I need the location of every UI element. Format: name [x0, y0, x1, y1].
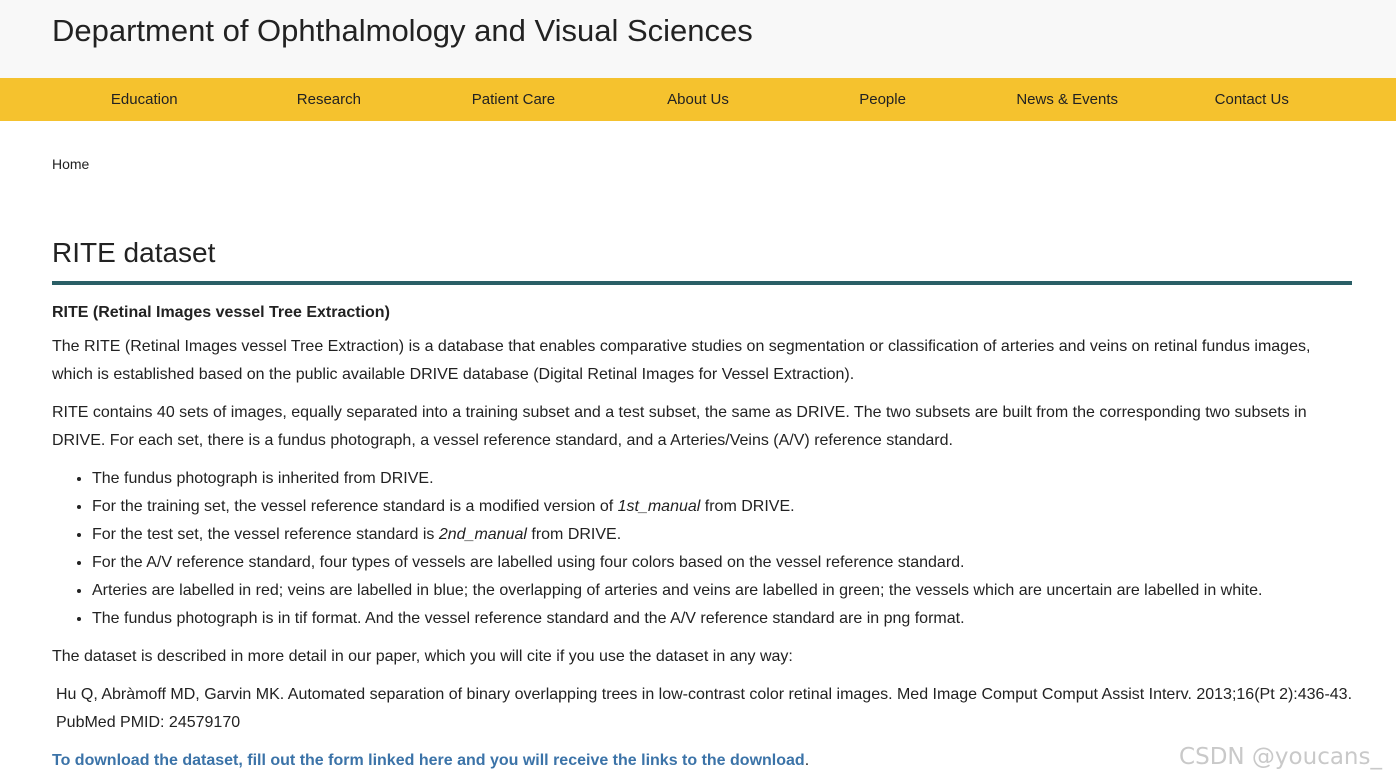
nav-item-education[interactable]: Education [110, 91, 178, 108]
list-item-text: The fundus photograph is inherited from DRIVE. [92, 470, 434, 487]
list-item [92, 465, 1352, 493]
watermark: CSDN @youcans_ [1179, 744, 1382, 770]
nav-item-contact-us[interactable]: Contact Us [1214, 91, 1289, 108]
site-title[interactable]: Department of Ophthalmology and Visual Sciences [52, 13, 753, 48]
nav-item-about-us[interactable]: About Us [667, 91, 729, 108]
cite-intro-paragraph: The dataset is described in more detail in our paper, which you will cite if you use the dataset in any way: [52, 648, 793, 665]
main-content [0, 155, 1396, 775]
list-item-text: Arteries are labelled in red; veins are labelled in blue; the overlapping of arteries and veins are labelled in green; the vessels which are uncertain are labelled in white. [92, 582, 1263, 599]
list-item [92, 605, 1352, 633]
site-header [0, 0, 1396, 78]
page-title: RITE dataset [52, 237, 216, 268]
list-item-text: The fundus photograph is in tif format. And the vessel reference standard and the A/V reference standard are in png format. [92, 610, 965, 627]
title-divider [52, 281, 1352, 285]
breadcrumb-home-link[interactable]: Home [52, 156, 90, 172]
list-item-text: For the test set, the vessel reference standard is [92, 526, 439, 543]
list-item-text: from DRIVE. [526, 526, 622, 543]
download-paragraph [52, 747, 1352, 775]
citation-paragraph: Hu Q, Abràmoff MD, Garvin MK. Automated separation of binary overlapping trees in low-contrast color retinal images. Med Image Comput Comput Assist Interv. 2013;16(Pt 2):436-43. PubMed PMID: 24579170 [56, 686, 1353, 731]
main-nav [0, 78, 1396, 121]
nav-item-people[interactable]: People [859, 91, 906, 108]
nav-item-patient-care[interactable]: Patient Care [471, 91, 556, 108]
list-item-emphasis: 1st_manual [617, 498, 701, 515]
list-item-text: from DRIVE. [700, 498, 795, 515]
list-item-text: For the training set, the vessel reference standard is a modified version of [92, 498, 618, 515]
download-form-link[interactable]: To download the dataset, fill out the form linked here and you will receive the links to the download [52, 752, 805, 769]
list-item [92, 493, 1352, 521]
intro-paragraph: The RITE (Retinal Images vessel Tree Extraction) is a database that enables comparative studies on segmentation or classification of arteries and veins on retinal fundus images, which is established based on the public available DRIVE database (Digital Retinal Images for Vessel Extraction). [52, 338, 1311, 383]
nav-item-news-events[interactable]: News & Events [1016, 91, 1119, 108]
list-item-emphasis: 2nd_manual [438, 526, 527, 543]
list-item [92, 549, 1352, 577]
details-list [52, 465, 1352, 633]
download-suffix: . [804, 752, 810, 769]
breadcrumb [52, 155, 1352, 173]
list-item [92, 521, 1352, 549]
list-item-text: For the A/V reference standard, four types of vessels are labelled using four colors based on the vessel reference standard. [92, 554, 965, 571]
list-item [92, 577, 1352, 605]
contents-paragraph: RITE contains 40 sets of images, equally separated into a training subset and a test subset, the same as DRIVE. The two subsets are built from the corresponding two subsets in DRIVE. For each set, there is a fundus photograph, a vessel reference standard, and a Arteries/Veins (A/V) reference standard. [52, 404, 1307, 449]
section-subheading: RITE (Retinal Images vessel Tree Extraction) [52, 304, 390, 321]
nav-item-research[interactable]: Research [296, 91, 361, 108]
